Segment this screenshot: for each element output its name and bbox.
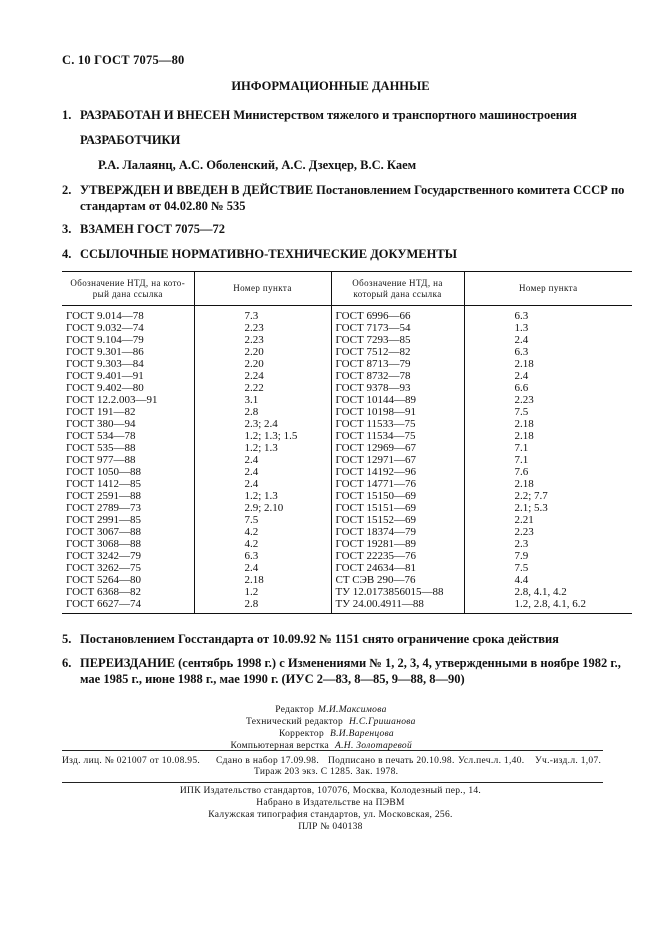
- item-cell: 6.3: [514, 310, 529, 322]
- imprint-print-sheets: Усл.печ.л. 1,40.: [458, 756, 525, 766]
- doc-cell: ГОСТ 18374—79: [331, 526, 464, 538]
- doc-cell: ГОСТ 15150—69: [331, 490, 464, 502]
- doc-cell: ГОСТ 3262—75: [62, 562, 194, 574]
- doc-cell: СТ СЭВ 290—76: [331, 574, 464, 586]
- publisher-line: ПЛР № 040138: [298, 822, 363, 832]
- item-cell: 2.18: [514, 478, 534, 490]
- item-cell: 4.2: [194, 538, 331, 550]
- doc-cell: ГОСТ 3067—88: [62, 526, 194, 538]
- doc-cell: ГОСТ 1050—88: [62, 466, 194, 478]
- doc-cell: ГОСТ 2591—88: [62, 490, 194, 502]
- doc-cell: ГОСТ 14192—96: [331, 466, 464, 478]
- item-cell: 2.2; 7.7: [514, 490, 548, 502]
- item-cell: 7.1: [514, 442, 529, 454]
- section-3-text: ВЗАМЕН ГОСТ 7075—72: [80, 222, 225, 236]
- header-item-1: Номер пункта: [194, 272, 331, 306]
- item-cell: 2.4: [194, 562, 331, 574]
- imprint-pub-sheets: Уч.-изд.л. 1,07.: [535, 756, 602, 766]
- doc-cell: ТУ 24.00.4911—88: [331, 598, 464, 614]
- credit-name: В.И.Варенцова: [330, 729, 394, 739]
- item-cell: 2.20: [194, 346, 331, 358]
- doc-cell: ГОСТ 11533—75: [331, 418, 464, 430]
- item-cell: 6.3: [514, 346, 529, 358]
- doc-cell: ГОСТ 10198—91: [331, 406, 464, 418]
- credit-corrector: [0, 729, 661, 740]
- header-doc-2: Обозначение НТД, на который дана ссылка: [331, 272, 464, 306]
- doc-cell: ГОСТ 380—94: [62, 418, 194, 430]
- item-cell: 2.8: [194, 406, 331, 418]
- doc-cell: ГОСТ 12971—67: [331, 454, 464, 466]
- section-4-text: ССЫЛОЧНЫЕ НОРМАТИВНО-ТЕХНИЧЕСКИЕ ДОКУМЕНТЫ: [80, 247, 457, 261]
- developers-label: РАЗРАБОТЧИКИ: [80, 133, 181, 147]
- item-cell: 1.2: [194, 586, 331, 598]
- doc-cell: ГОСТ 9.032—74: [62, 322, 194, 334]
- doc-cell: ГОСТ 2789—73: [62, 502, 194, 514]
- divider: [62, 782, 603, 783]
- item-cell: 2.23: [514, 394, 534, 406]
- table-row: [62, 306, 632, 323]
- section-1-number: 1.: [62, 108, 72, 122]
- doc-cell: ГОСТ 9.301—86: [62, 346, 194, 358]
- table-row: [62, 394, 632, 406]
- doc-cell: ГОСТ 8732—78: [331, 370, 464, 382]
- item-cell: 6.3: [194, 550, 331, 562]
- table-header-row: [62, 272, 632, 306]
- section-2-number: 2.: [62, 183, 72, 197]
- publisher-line: ИПК Издательство стандартов, 107076, Москва, Колодезный пер., 14.: [179, 786, 482, 796]
- header-item-2: Номер пункта: [464, 272, 632, 306]
- section-4-number: 4.: [62, 247, 72, 261]
- table-body: [62, 306, 632, 614]
- item-cell: 2.18: [194, 574, 331, 586]
- table-row: [62, 334, 632, 346]
- table-row: [62, 358, 632, 370]
- doc-cell: ГОСТ 22235—76: [331, 550, 464, 562]
- doc-cell: ГОСТ 3068—88: [62, 538, 194, 550]
- doc-cell: ГОСТ 5264—80: [62, 574, 194, 586]
- credit-label: Корректор: [278, 729, 324, 739]
- table-row: [62, 598, 632, 614]
- section-4: [62, 246, 457, 262]
- doc-cell: ГОСТ 9.402—80: [62, 382, 194, 394]
- item-cell: 7.5: [194, 514, 331, 526]
- credits-block: [0, 705, 661, 752]
- item-cell: 7.5: [514, 406, 529, 418]
- item-cell: 3.1: [194, 394, 331, 406]
- doc-cell: ГОСТ 9378—93: [331, 382, 464, 394]
- item-cell: 7.5: [514, 562, 529, 574]
- item-cell: 1.2; 1.3; 1.5: [194, 430, 331, 442]
- developers-names: Р.А. Лалаянц, А.С. Оболенский, А.С. Дзехцер, В.С. Каем: [98, 158, 417, 172]
- doc-cell: ГОСТ 6996—66: [331, 306, 464, 323]
- doc-cell: ГОСТ 534—78: [62, 430, 194, 442]
- doc-cell: ГОСТ 7512—82: [331, 346, 464, 358]
- doc-cell: ГОСТ 7293—85: [331, 334, 464, 346]
- item-cell: 2.4: [194, 454, 331, 466]
- item-cell: 1.2; 1.3: [194, 490, 331, 502]
- table-row: [62, 562, 632, 574]
- credit-name: А.Н. Золотаревой: [335, 741, 413, 751]
- doc-cell: ГОСТ 24634—81: [331, 562, 464, 574]
- doc-cell: ГОСТ 8713—79: [331, 358, 464, 370]
- doc-cell: ГОСТ 12.2.003—91: [62, 394, 194, 406]
- header-doc-1: Обозначение НТД, на кото- рый дана ссылка: [62, 272, 194, 306]
- section-3-number: 3.: [62, 222, 72, 236]
- item-cell: 2.8: [194, 598, 331, 614]
- table-row: [62, 322, 632, 334]
- table-row: [62, 466, 632, 478]
- item-cell: 2.18: [514, 430, 534, 442]
- divider: [62, 750, 603, 751]
- doc-cell: ТУ 12.0173856015—88: [331, 586, 464, 598]
- doc-cell: ГОСТ 1412—85: [62, 478, 194, 490]
- table-row: [62, 538, 632, 550]
- item-cell: 2.18: [514, 418, 534, 430]
- doc-cell: ГОСТ 191—82: [62, 406, 194, 418]
- item-cell: 2.3; 2.4: [194, 418, 331, 430]
- section-1: [62, 107, 577, 123]
- table-row: [62, 502, 632, 514]
- credit-name: М.И.Максимова: [318, 705, 387, 715]
- item-cell: 1.2; 1.3: [194, 442, 331, 454]
- doc-cell: ГОСТ 19281—89: [331, 538, 464, 550]
- table-row: [62, 490, 632, 502]
- doc-cell: ГОСТ 2991—85: [62, 514, 194, 526]
- table-row: [62, 370, 632, 382]
- item-cell: 2.21: [514, 514, 534, 526]
- item-cell: 2.23: [194, 334, 331, 346]
- item-cell: 2.23: [194, 322, 331, 334]
- item-cell: 7.3: [194, 306, 331, 323]
- item-cell: 2.9; 2.10: [194, 502, 331, 514]
- item-cell: 2.22: [194, 382, 331, 394]
- credit-editor: [0, 705, 661, 716]
- section-2: [62, 182, 632, 214]
- item-cell: 2.4: [194, 466, 331, 478]
- doc-cell: ГОСТ 7173—54: [331, 322, 464, 334]
- page-title: ИНФОРМАЦИОННЫЕ ДАННЫЕ: [231, 79, 430, 93]
- item-cell: 1.2, 2.8, 4.1, 6.2: [464, 598, 632, 614]
- item-cell: 4.2: [194, 526, 331, 538]
- doc-cell: ГОСТ 9.401—91: [62, 370, 194, 382]
- publisher-line: Калужская типография стандартов, ул. Московская, 256.: [208, 810, 453, 820]
- doc-cell: ГОСТ 10144—89: [331, 394, 464, 406]
- doc-cell: ГОСТ 14771—76: [331, 478, 464, 490]
- doc-cell: ГОСТ 9.014—78: [62, 306, 194, 323]
- item-cell: 7.1: [514, 454, 529, 466]
- table-row: [62, 406, 632, 418]
- section-6: [62, 655, 634, 687]
- item-cell: 2.4: [514, 334, 529, 346]
- doc-cell: ГОСТ 9.303—84: [62, 358, 194, 370]
- table-row: [62, 550, 632, 562]
- item-cell: 2.20: [194, 358, 331, 370]
- table-row: [62, 478, 632, 490]
- page-header: С. 10 ГОСТ 7075—80: [62, 53, 185, 67]
- doc-cell: ГОСТ 15151—69: [331, 502, 464, 514]
- section-2-text: УТВЕРЖДЕН И ВВЕДЕН В ДЕЙСТВИЕ Постановлением Государственного комитета СССР по стандартам от 04.02.80 № 535: [80, 183, 625, 213]
- item-cell: 7.9: [514, 550, 529, 562]
- doc-cell: ГОСТ 977—88: [62, 454, 194, 466]
- table-row: [62, 430, 632, 442]
- doc-cell: ГОСТ 6368—82: [62, 586, 194, 598]
- section-5-number: 5.: [62, 632, 72, 646]
- section-5: [62, 631, 559, 647]
- item-cell: 2.4: [194, 478, 331, 490]
- section-5-text: Постановлением Госстандарта от 10.09.92 № 1151 снято ограничение срока действия: [80, 632, 559, 646]
- section-6-text: ПЕРЕИЗДАНИЕ (сентябрь 1998 г.) с Изменениями № 1, 2, 3, 4, утвержденными в ноябре 1982 г., мае 1985 г., июне 1988 г., мае 1990 г. (ИУС 2—83, 8—85, 9—88, 8—90): [80, 656, 621, 686]
- table-row: [62, 454, 632, 466]
- item-cell: 1.3: [514, 322, 529, 334]
- table-row: [62, 526, 632, 538]
- item-cell: 2.3: [514, 538, 529, 550]
- publisher-block: [0, 785, 661, 833]
- item-cell: 2.4: [514, 370, 529, 382]
- doc-cell: ГОСТ 11534—75: [331, 430, 464, 442]
- table-row: [62, 574, 632, 586]
- doc-cell: ГОСТ 3242—79: [62, 550, 194, 562]
- doc-cell: ГОСТ 15152—69: [331, 514, 464, 526]
- imprint-license: Изд. лиц. № 021007 от 10.08.95.: [62, 756, 201, 766]
- credit-label: Компьютерная верстка: [230, 741, 329, 751]
- credit-label: Редактор: [275, 705, 314, 715]
- doc-cell: ГОСТ 535—88: [62, 442, 194, 454]
- publisher-line: Набрано в Издательстве на ПЭВМ: [256, 798, 405, 808]
- credit-tech-editor: [0, 717, 661, 728]
- item-cell: 2.18: [514, 358, 534, 370]
- item-cell: 6.6: [514, 382, 529, 394]
- item-cell: 4.4: [514, 574, 529, 586]
- item-cell: 2.23: [514, 526, 534, 538]
- section-6-number: 6.: [62, 656, 72, 670]
- doc-cell: ГОСТ 6627—74: [62, 598, 194, 614]
- table-row: [62, 346, 632, 358]
- table-row: [62, 442, 632, 454]
- item-cell: 2.1; 5.3: [514, 502, 548, 514]
- table-row: [62, 418, 632, 430]
- credit-name: Н.С.Гришанова: [349, 717, 416, 727]
- table-row: [62, 382, 632, 394]
- doc-cell: ГОСТ 9.104—79: [62, 334, 194, 346]
- section-3: [62, 221, 225, 237]
- item-cell: 7.6: [514, 466, 529, 478]
- table-row: [62, 586, 632, 598]
- doc-cell: ГОСТ 12969—67: [331, 442, 464, 454]
- imprint-sent: Сдано в набор 17.09.98.: [216, 756, 319, 766]
- section-1-text: РАЗРАБОТАН И ВНЕСЕН Министерством тяжелого и транспортного машиностроения: [80, 108, 577, 122]
- imprint-signed: Подписано в печать 20.10.98.: [328, 756, 455, 766]
- table-row: [62, 514, 632, 526]
- imprint-run: Тираж 203 экз. С 1285. Зак. 1978.: [254, 767, 399, 777]
- credit-label: Технический редактор: [246, 717, 343, 727]
- item-cell: 2.24: [194, 370, 331, 382]
- item-cell: 2.8, 4.1, 4.2: [514, 586, 567, 598]
- references-table: [62, 271, 632, 614]
